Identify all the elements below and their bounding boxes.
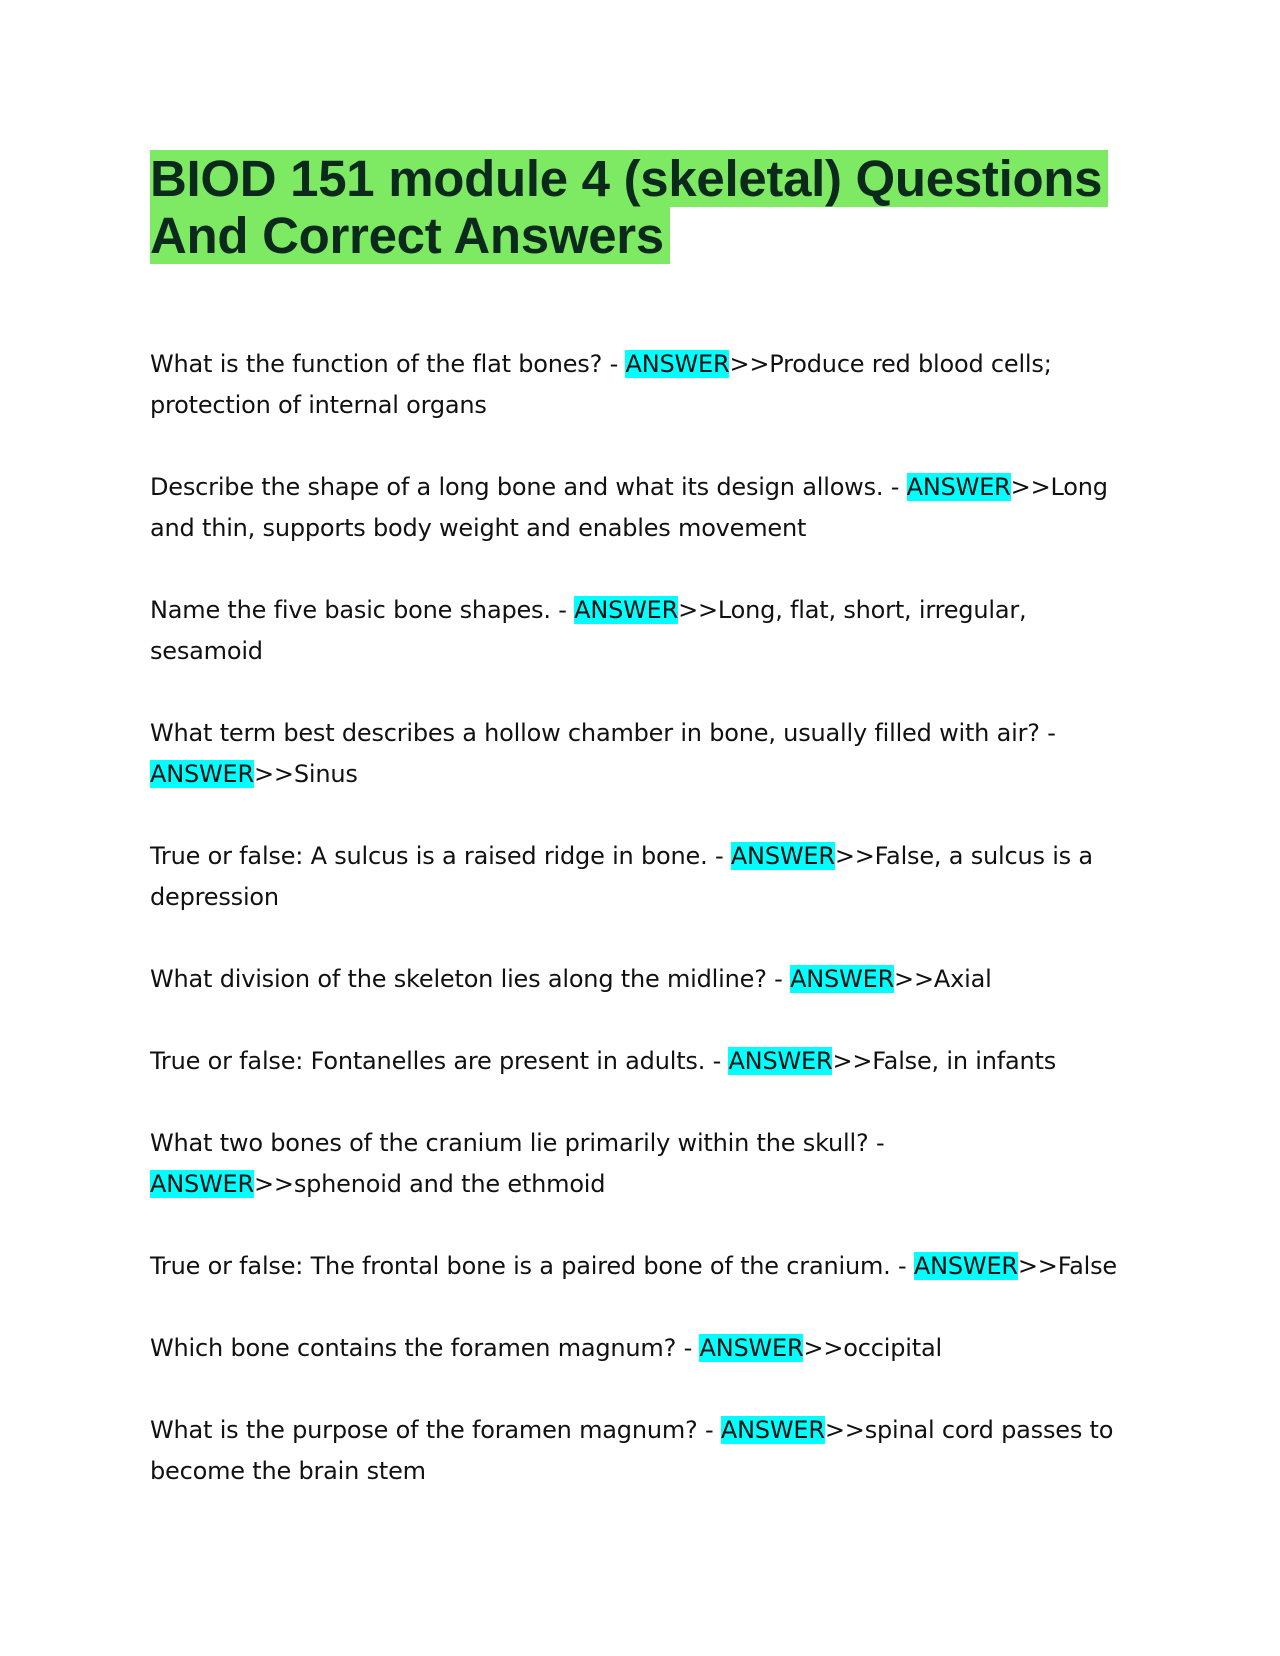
question-text: What two bones of the cranium lie primarily within the skull? (150, 1129, 869, 1157)
answer-prefix: >> (824, 1416, 865, 1444)
answer-text: occipital (843, 1334, 942, 1362)
answer-prefix: >> (253, 760, 294, 788)
answer-prefix: >> (253, 1170, 294, 1198)
answer-prefix: >> (729, 350, 770, 378)
qa-item (150, 590, 1120, 672)
answer-label: ANSWER (150, 760, 254, 788)
qa-list (150, 344, 1120, 1492)
separator: - (550, 596, 575, 624)
answer-text: Axial (933, 965, 992, 993)
qa-item (150, 1041, 1120, 1082)
answer-label: ANSWER (730, 842, 835, 870)
question-text: Which bone contains the foramen magnum? (150, 1334, 677, 1362)
answer-text: Long, flat, short, irregular, sesamoid (150, 596, 1027, 665)
question-text: What term best describes a hollow chamber in bone, usually filled with air? (150, 719, 1040, 747)
answer-label: ANSWER (625, 350, 730, 378)
title-highlight: BIOD 151 module 4 (skeletal) Questions And Correct Answers (150, 150, 1108, 264)
answer-prefix: >> (1017, 1252, 1058, 1280)
answer-label: ANSWER (574, 596, 679, 624)
answer-label: ANSWER (906, 473, 1011, 501)
answer-text: sphenoid and the ethmoid (293, 1170, 606, 1198)
separator: - (602, 350, 626, 378)
question-text: What is the function of the flat bones? (150, 350, 603, 378)
answer-prefix: >> (803, 1334, 844, 1362)
separator: - (676, 1334, 700, 1362)
question-text: True or false: The frontal bone is a paired bone of the cranium. (150, 1252, 891, 1280)
qa-item (150, 836, 1120, 918)
answer-text: Produce red blood cells; protection of internal organs (150, 350, 1052, 419)
question-text: What division of the skeleton lies along the midline? (150, 965, 767, 993)
question-text: Describe the shape of a long bone and what its design allows. (150, 473, 884, 501)
answer-prefix: >> (678, 596, 718, 624)
answer-text: spinal cord passes to become the brain stem (150, 1416, 1114, 1485)
qa-item (150, 1328, 1120, 1369)
question-text: Name the five basic bone shapes. (150, 596, 551, 624)
qa-item (150, 1123, 1120, 1205)
answer-prefix: >> (832, 1047, 873, 1075)
answer-label: ANSWER (699, 1334, 804, 1362)
answer-prefix: >> (834, 842, 875, 870)
separator: - (868, 1129, 885, 1157)
separator: - (1039, 719, 1056, 747)
answer-text: Long and thin, supports body weight and enables movement (150, 473, 1108, 542)
separator: - (883, 473, 907, 501)
document-page (150, 150, 1120, 1533)
document-title (150, 150, 1120, 264)
answer-text: Sinus (293, 760, 358, 788)
separator: - (697, 1416, 721, 1444)
answer-text: False, a sulcus is a depression (150, 842, 1093, 911)
answer-label: ANSWER (790, 965, 895, 993)
qa-item (150, 1410, 1120, 1492)
answer-prefix: >> (894, 965, 934, 993)
answer-text: False (1057, 1252, 1117, 1280)
question-text: What is the purpose of the foramen magnum? (150, 1416, 698, 1444)
qa-item (150, 713, 1120, 795)
answer-label: ANSWER (150, 1170, 254, 1198)
answer-prefix: >> (1010, 473, 1051, 501)
question-text: True or false: A sulcus is a raised ridge in bone. (150, 842, 708, 870)
qa-item (150, 344, 1120, 426)
answer-text: False, in infants (872, 1047, 1057, 1075)
answer-label: ANSWER (720, 1416, 825, 1444)
answer-label: ANSWER (728, 1047, 833, 1075)
answer-label: ANSWER (913, 1252, 1018, 1280)
separator: - (707, 842, 731, 870)
separator: - (890, 1252, 914, 1280)
qa-item (150, 959, 1120, 1000)
qa-item (150, 1246, 1120, 1287)
qa-item (150, 467, 1120, 549)
separator: - (705, 1047, 729, 1075)
separator: - (766, 965, 791, 993)
question-text: True or false: Fontanelles are present in adults. (150, 1047, 706, 1075)
